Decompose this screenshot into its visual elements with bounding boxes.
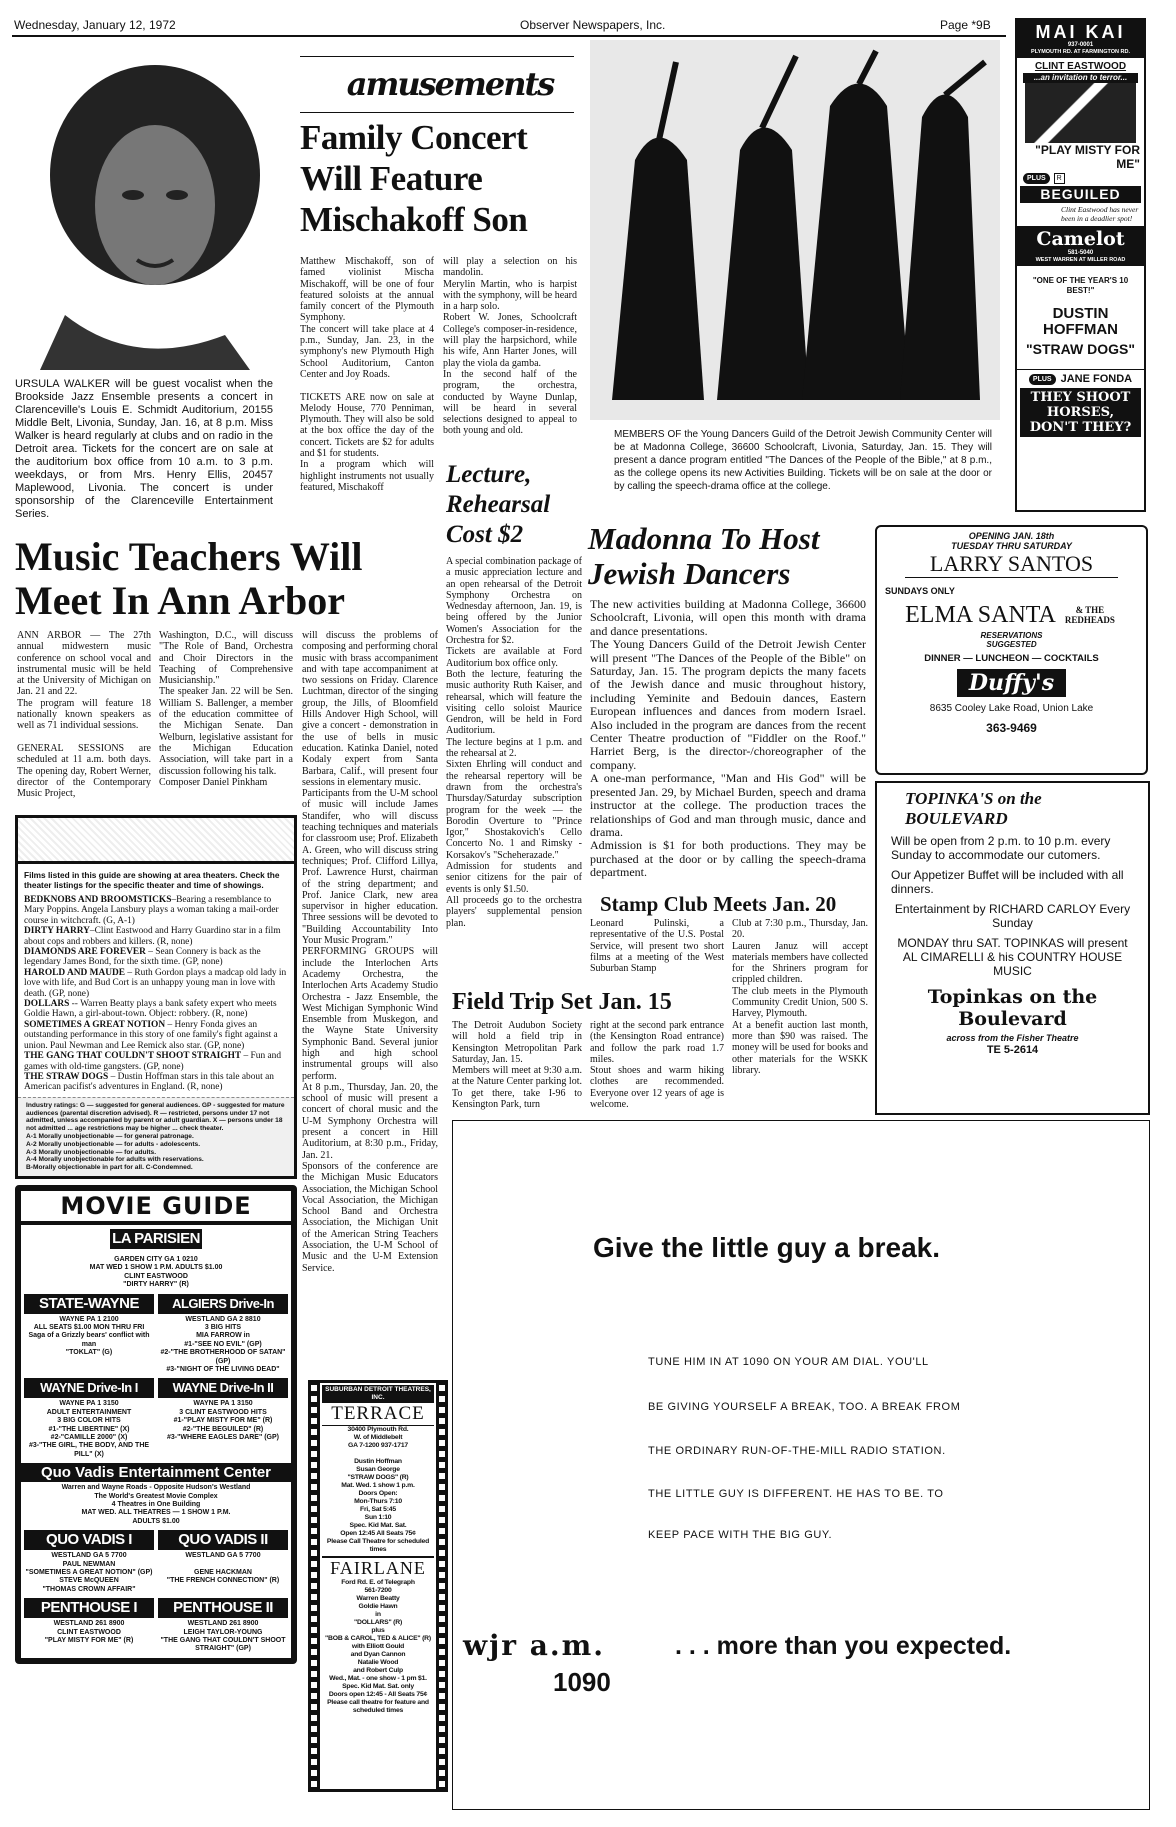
topinkas-buffet: Our Appetizer Buffet will be included with all dinners. [891,868,1124,896]
film-entry [24,895,288,926]
mai-kai-film2: BEGUILED [1020,186,1141,203]
duffys-phone: 363-9469 [986,721,1037,735]
film-guide-intro: Films listed in this guide are showing at area theaters. Check the theater listings for the specific theater and time of showings. [24,870,280,890]
duffys-act2-with: & THE REDHEADS [1064,605,1115,625]
theater-la-parisien: LA PARISIEN [112,1229,200,1247]
mai-kai-camelot-ad [1015,18,1146,512]
plus-badge: PLUS [1023,173,1050,184]
film-guide-banner [18,818,294,864]
field-trip-headline: Field Trip Set Jan. 15 [452,989,672,1015]
wjr-line-2: BE GIVING YOURSELF A BREAK, TOO. A BREAK FROM [648,1401,961,1413]
movie-guide-ad [15,1185,297,1664]
duffys-opening: OPENING JAN. 18th [968,531,1055,541]
lecture-headline: Lecture, Rehearsal Cost $2 [446,461,551,548]
camelot-name: Camelot [1036,228,1125,250]
header-rule [12,35,1006,37]
duffys-days: TUESDAY THRU SATURDAY [951,541,1072,551]
state-wayne-info: WAYNE PA 1 2100 ALL SEATS $1.00 MON THRU FRI Saga of a Grizzly bears' conflict with man "TOKLAT" (G) [28,1315,150,1357]
film-title: SOMETIMES A GREAT NOTION [24,1019,166,1030]
wjr-line-3: THE ORDINARY RUN-OF-THE-MILL RADIO STATION. [648,1445,946,1457]
mai-kai-film2-tagline: Clint Eastwood has never been in a deadlier spot! [1061,205,1139,223]
left-listings-stack [15,815,297,1664]
film-sprocket-right [439,1380,445,1792]
theater-penthouse-1: PENTHOUSE I [24,1598,154,1618]
page-number: Page *9B [940,18,991,32]
film-entry [24,926,288,947]
wjr-ad [452,1120,1150,1810]
camelot-film1: "STRAW DOGS" [1026,341,1135,357]
film-entry [24,968,288,999]
quo-vadis-title: Quo Vadis Entertainment Center [21,1463,291,1482]
wjr-headline: Give the little guy a break. [593,1232,941,1263]
wjr-line-1: TUNE HIM IN AT 1090 ON YOUR AM DIAL. YOU'LL [648,1356,929,1368]
film-description: – Ruth Gordon plays a madcap old lady in love with life, and Bud Cort is an unhappy young man in love with death. (GP, none) [24,967,287,999]
film-list [18,890,294,1093]
rating-r: R [1054,173,1065,184]
camelot-quote: "ONE OF THE YEAR'S 10 BEST!" [1032,276,1129,295]
quo-vadis-2-info: WESTLAND GA 5 7700 GENE HACKMAN "THE FRENCH CONNECTION" (R) [166,1552,280,1585]
terrace-name: TERRACE [322,1403,434,1426]
camelot-plus-badge: PLUS [1029,374,1056,385]
film-entry [24,999,288,1020]
topinkas-location: across from the Fisher Theatre [946,1033,1079,1043]
film-title: BEDKNOBS AND BROOMSTICKS [24,895,172,905]
camelot-address: WEST WARREN AT MILLER ROAD [1035,257,1126,263]
film-description: – Fun and games with old-time gangsters. (GP, none) [24,1051,282,1072]
penthouse-2-info: WESTLAND 261 8900 LEIGH TAYLOR-YOUNG "THE GANG THAT COULDN'T SHOOT STRAIGHT" (GP) [160,1620,286,1653]
duffys-sundays: SUNDAYS ONLY [885,586,955,596]
wjr-slogan: . . . more than you expected. [675,1632,1012,1660]
penthouse-1-info: WESTLAND 261 8900 CLINT EASTWOOD "PLAY MISTY FOR ME" (R) [44,1620,134,1645]
mai-kai-address: PLYMOUTH RD. AT FARMINGTON RD. [1031,49,1130,55]
theater-wayne-drive-in-1: WAYNE Drive-In I [24,1378,154,1398]
stamp-club-col1: Leonard Pulinski, a representative of the U.S. Postal Service, will present two short films at a meeting of the West Suburban Stamp [590,918,724,975]
music-teachers-headline: Music Teachers Will Meet In Ann Arbor [15,534,363,623]
wjr-line-4: THE LITTLE GUY IS DIFFERENT. HE HAS TO BE. TO [648,1488,944,1500]
theater-state-wayne: STATE-WAYNE [24,1294,154,1314]
publisher: Observer Newspapers, Inc. [520,18,666,32]
film-title: THE STRAW DOGS [24,1071,109,1082]
duffys-reservations: RESERVATIONS SUGGESTED [980,631,1043,649]
topinkas-ad [875,781,1150,1115]
mai-kai-tagline: ...an invitation to terror... [1023,73,1138,83]
family-concert-col2: will play a selection on his mandolin. Merylin Martin, who is harpist with the symphony, will be heard in a harp solo. Robert W. Jones, Schoolcraft College's composer-in-residence, will play the harpsichord, while his wife, Ann Harter Jones, will play the viola da gamba. In the second half of the program, the orchestra, conducted by Wayne Dunlap, will be heard in several selections designed to appeal to both young and old. [443,256,577,437]
film-description: –Bearing a resemblance to Mary Poppins. Angela Lansbury plays a woman taking a mail-order course in witchcraft. (G, A-1) [24,895,279,926]
madonna-body: The new activities building at Madonna College, 36600 Schoolcraft, Livonia, will open this month with drama and dance presentations. The Young Dancers Guild of the Detroit Jewish Center will present "The Dances of the People of the Bible" on Saturday, Jan. 15. The program depicts the many facets of the Jewish dance and music throughout history, including Yeminite and Bedouin dances, Eastern European influences and dances from modern Israel. Also included in the program are dances from the recent Center Theatre production of "Fiddler on the Roof." Harriet Berg, is the director-/choreographer of the company. A one-man performance, "Man and His God" will be presented Jan. 29, by Michael Burden, speech and drama instructor at the college. The production traces the relationships of God and man through music, dance and drama. Admission is $1 for both productions. They may be purchased at the door or by calling the speech-drama department. [590,597,866,880]
theater-penthouse-2: PENTHOUSE II [158,1598,288,1618]
algiers-info: WESTLAND GA 2 8810 3 BIG HITS MIA FARROW in #1-"SEE NO EVIL" (GP) #2-"THE BROTHERHOOD OF SATAN" (GP) #3-"NIGHT OF THE LIVING DEAD" [160,1315,286,1373]
field-trip-col2: right at the second park entrance (the Kensington Road entrance) and follow the park road 1.7 miles. Stout shoes and warm hiking clothes are recommended. Everyone over 12 years of age is welcome. [590,1020,724,1111]
film-description: – Sean Connery is back as the legendary James Bond, for the sixth time. (GP, none) [24,947,261,968]
film-sprocket-left [311,1380,317,1792]
duffys-act1: LARRY SANTOS [905,551,1118,578]
wjr-logo: wjr a.m. [463,1629,605,1662]
film-description: –Clint Eastwood and Harry Guardino star in a film about cops and robbers and killers. (R, none) [24,926,281,947]
duffys-meals: DINNER — LUNCHEON — COCKTAILS [924,653,1099,664]
music-teachers-col2: Washington, D.C., will discuss "The Role of Band, Orchestra and Choir Directors in the Teaching of Comprehensive Musicianship." The speaker Jan. 22 will be Sen. William S. Ballenger, a member of the education committee of the Michigan Senate. Dan Welburn, legislative assistant for the Michigan Education Association, will take part in a discussion following his talk. Composer Daniel Pinkham [159,630,293,788]
topinkas-logo: Topinkas on the Boulevard [927,986,1098,1030]
topinkas-weekday-music: MONDAY thru SAT. TOPINKAS will present AL CIMARELLI & his COUNTRY HOUSE MUSIC [897,936,1128,978]
wjr-frequency: 1090 [553,1667,611,1697]
mai-kai-film1: "PLAY MISTY FOR ME" [1035,143,1140,171]
ursula-walker-caption: URSULA WALKER will be guest vocalist when the Brookside Jazz Ensemble presents a concert in Clarenceville's Louis E. Schmidt Auditorium, 20155 Middle Belt, Livonia, Sunday, Jan. 16, at 8 p.m. Miss Walker is heard regularly at clubs and on radio in the Detroit area. Tickets for the concert are on sale at the auditorium box office from 10 a.m. to 3 p.m. weekdays, or from Mrs. Henry Ellis, 20457 Maplewood, Livonia. The concert is under sponsorship of the Clarenceville Entertainment Series. [15,378,273,520]
suburban-company: SUBURBAN DETROIT THEATRES, INC. [322,1385,434,1403]
stamp-club-col2: Club at 7:30 p.m., Thursday, Jan. 20. Lauren Januz will accept materials members have collected for the Shriners program for crippled children. The club meets in the Plymouth Community Credit Union, 500 S. Harvey, Plymouth. At a benefit auction last month, more than $90 was raised. The money will be used for books and other materials for the WSKK library. [732,918,868,1076]
topinkas-entertainment: Entertainment by RICHARD CARLOY Every Sunday [894,902,1131,930]
film-title: THE GANG THAT COULDN'T SHOOT STRAIGHT [24,1051,242,1062]
suburban-theatres-ad [308,1380,448,1792]
mai-kai-name: MAI KAI [1035,22,1126,42]
duffys-act2: ELMA SANTA [905,602,1056,628]
la-parisien-info: GARDEN CITY GA 1 0210 MAT WED 1 SHOW 1 P.M. ADULTS $1.00 CLINT EASTWOOD "DIRTY HARRY" (R) [89,1255,223,1289]
film-entry [24,1072,288,1093]
young-dancers-caption: MEMBERS OF the Young Dancers Guild of the Detroit Jewish Community Center will be at Madonna College, 36600 Schoolcraft, Livonia, Saturday, Jan. 15. They will present a dance program entitled "The Dances of the People of the Bible," at 8 p.m., as the college opens its new Activities Building. Tickets will be on sale at the door or by calling the speech-drama office at the college. [614,429,992,492]
quo-vadis-1-info: WESTLAND GA 5 7700 PAUL NEWMAN "SOMETIMES A GREAT NOTION" (GP) STEVE McQUEEN "THOMAS CROWN AFFAIR" [25,1552,153,1593]
film-entry [24,1051,288,1072]
topinkas-title: TOPINKA'S on the BOULEVARD [905,789,1042,828]
family-concert-headline: Family Concert Will Feature Mischakoff Son [300,118,528,239]
wjr-line-5: KEEP PACE WITH THE BIG GUY. [648,1529,833,1541]
wayne-1-info: WAYNE PA 1 3150 ADULT ENTERTAINMENT 3 BIG COLOR HITS #1-"THE LIBERTINE" (X) #2-"CAMILLE 2000" (X) #3-"THE GIRL, THE BODY, AND THE PILL" (X) [28,1400,150,1458]
movie-guide-title: MOVIE GUIDE [21,1191,291,1225]
film-title: HAROLD AND MAUDE [24,967,126,978]
camelot-star: DUSTIN HOFFMAN [1043,305,1118,338]
madonna-headline: Madonna To Host Jewish Dancers [588,521,820,591]
camelot-phone: 581-5040 [1067,250,1094,256]
misty-poster-image [1025,83,1136,143]
film-description: -- Warren Beatty plays a bank safety expert who meets Goldie Hawn, a girl-about-town. Object: robbery. (R, none) [24,999,277,1020]
topinkas-phone: TE 5-2614 [986,1044,1039,1056]
topinkas-hours: Will be open from 2 p.m. to 10 p.m. every Sunday to accommodate our cutomers. [891,834,1111,862]
fairlane-name: FAIRLANE [322,1556,434,1579]
mai-kai-star: CLINT EASTWOOD [1034,61,1127,72]
stamp-club-headline: Stamp Club Meets Jan. 20 [600,892,837,916]
amusements-logo: amusements [346,65,554,103]
film-entry [24,1020,288,1051]
lecture-body: A special combination package of a music appreciation lecture and an open rehearsal of the Detroit Symphony Orchestra on Wednesday afternoon, Jan. 19, is being offered by the Junior Women's Association for the Orchestra for $2. Tickets are available at Ford Auditorium box office only. Both the lecture, featuring the music authority Ruth Kaiser, and rehearsal, which will feature the visiting cello soloist Maurice Gendron, will be held in Ford Auditorium. The lecture begins at 1 p.m. and the rehearsal at 2. Sixten Ehrling will conduct and the rehearsal repertory will be drawn from the orchestra's Thursday/Saturday subscription program for the week — the Borodin Overture to "Prince Igor," Shostakovich's Cello Concerto No. 1 and Rimsky - Korsakov's "Scheherazade." Admission for students and senior citizens for the pair of events is only $1.50. All proceeds go to the orchestra players' supplemental pension plan. [446,556,582,929]
ursula-walker-photo [15,45,275,370]
duffys-address: 8635 Cooley Lake Road, Union Lake [929,703,1094,714]
field-trip-col1: The Detroit Audubon Society will hold a field trip in Kensington Metropolitan Park Saturday, Jan. 15. Members will meet at 9:30 a.m. at the Nature Center parking lot. To get there, take I-96 to Kensington Park, turn [452,1020,582,1111]
film-title: DIRTY HARRY [24,926,90,937]
theater-quo-vadis-1: QUO VADIS I [24,1530,154,1550]
mai-kai-phone: 937-0001 [1067,42,1094,48]
music-teachers-col3: will discuss the problems of composing and performing choral music with brass accompaniment and with tape accompaniment at two sessions on Friday. Clarence Luchtman, director of the singing group, the Jills, of Bloomfield Hills Andover High School, will give a concert - demonstration in the use of bells in music education. Katinka Daniel, noted Kodaly expert from Santa Barbara, Calif., will present four sessions in elementary music. Participants from the U-M school of music will include James Standifer, who will discuss teaching techniques and materials for classroom use; Prof. Elizabeth A. Green, who will discuss string techniques; Prof. Clifford Lillya, Prof. Lawrence Hurst, chairman of the string department; and Prof. Janice Clark, new area supervisor in higher education. Three sessions will be devoted to "Building Accountability Into Your Music Program." PERFORMING GROUPS will include the Interlochen Arts Academy Orchestra, the Interlochen Arts Academy Studio Orchestra - Jazz Ensemble, the West Michigan Symphonic Wind Ensemble from Muskegon, and the Wayne State University Symphonic Band. Several junior high and high school instrumental groups will also perform. At 8 p.m., Thursday, Jan. 20, the school of music will present a concert of choral music and the U-M Symphony Orchestra will present a concert in Hill Auditorium, at 8:30 p.m., Friday, Jan. 21. Sponsors of the conference are the Michigan Music Educators Association, the Michigan School Vocal Association, the Michigan School Band and Orchestra Association, the Michigan Unit of the American String Teachers Association, the U-M School of Music and the U-M Extension Service. [302,630,438,1274]
film-title: DOLLARS [24,999,70,1010]
film-description: – Henry Fonda gives an outstanding performance in this story of one family's fight against a union. Paul Newman and Lee Remick also star. (GP, none) [24,1019,278,1051]
film-title: DIAMONDS ARE FOREVER [24,947,146,958]
young-dancers-photo [590,40,1000,420]
quo-vadis-info: Warren and Wayne Roads - Opposite Hudson's Westland The World's Greatest Movie Complex 4 Theatres in One Building MAT WED. ALL THEATRES — 1 SHOW 1 P.M. ADULTS $1.00 [61,1484,251,1525]
theater-quo-vadis-2: QUO VADIS II [158,1530,288,1550]
theater-algiers: ALGIERS Drive-In [158,1294,288,1314]
terrace-info: 30400 Plymouth Rd. W. of Middlebelt GA 7-1200 937-1717 Dustin Hoffman Susan George "STRAW DOGS" (R) Mat. Wed. 1 show 1 p.m. Doors Open: Mon-Thurs 7:10 Fri, Sat 5:45 Sun 1:10 Spec. Kid Mat. Sat. Open 12:45 All Seats 75¢ Please Call Theatre for scheduled times [326,1426,430,1553]
film-entry [24,947,288,968]
film-description: – Dustin Hoffman stars in this tale about an American pacifist's adventures in England. (R, none) [24,1071,274,1093]
fairlane-info: Ford Rd. E. of Telegraph 561-7200 Warren Beatty Goldie Hawn in "DOLLARS" (R) plus "BOB & CAROL, TED & ALICE" (R) with Elliott Gould and Dyan Cannon Natalie Wood and Robert Culp Wed., Mat. - one show - 1 pm $1. Spec. Kid Mat. Sat. only Doors open 12:45 - All Seats 75¢ Please call theatre for feature and scheduled times [325,1579,431,1714]
duffys-logo: Duffy's [957,669,1066,697]
camelot-star2: JANE FONDA [1060,373,1133,385]
duffys-ad [875,525,1148,775]
film-guide-box [15,815,297,1179]
issue-date: Wednesday, January 12, 1972 [14,18,176,32]
ratings-legend: Industry ratings: G — suggested for general audiences. GP - suggested for mature audiences (parental discretion advised). R — restricted, persons under 17 not admitted, unless accompanied by parent or adult guardian. X — persons under 18 not admitted ... age restrictions may be higher ... check theater. A-1 Morally unobjectionable — for general patronage. A-2 Morally unobjectionable — for adults - adolescents. A-3 Morally unobjectionable — for adults. A-4 Morally unobjectionable for adults with reservations. B-Morally objectionable in part for all. C-Condemned. [18,1097,294,1176]
family-concert-col1: Matthew Mischakoff, son of famed violinist Mischa Mischakoff, will be one of four featured soloists at the annual family concert of the Plymouth Symphony. The concert will take place at 4 p.m., Sunday, Jan. 23, in the symphony's new Plymouth High School Auditorium, Canton Center and Joy Roads. TICKETS ARE now on sale at Melody House, 770 Penniman, Plymouth. They will also be sold at the box office the day of the concert. Tickets are $2 for adults and $1 for students. In a program which will highlight instruments not usually featured, Mischakoff [300,256,434,493]
theater-wayne-drive-in-2: WAYNE Drive-In II [158,1378,288,1398]
camelot-film2: THEY SHOOT HORSES, DON'T THEY? [1020,388,1141,437]
amusements-bottom-rule [300,112,574,113]
amusements-top-rule [300,56,574,57]
music-teachers-col1: ANN ARBOR — The 27th annual midwestern music conference on school vocal and instrumental music will be held at the University of Michigan on Jan. 21 and 22. The program will feature 18 nationally known speakers as well as 71 individual sessions. GENERAL SESSIONS are scheduled at 11 a.m. both days. The opening day, Robert Werner, director of the Contemporary Music Project, [17,630,151,800]
wayne-2-info: WAYNE PA 1 3150 3 CLINT EASTWOOD HITS #1-"PLAY MISTY FOR ME" (R) #2-"THE BEGUILED" (R) #3-"WHERE EAGLES DARE" (GP) [166,1400,280,1441]
